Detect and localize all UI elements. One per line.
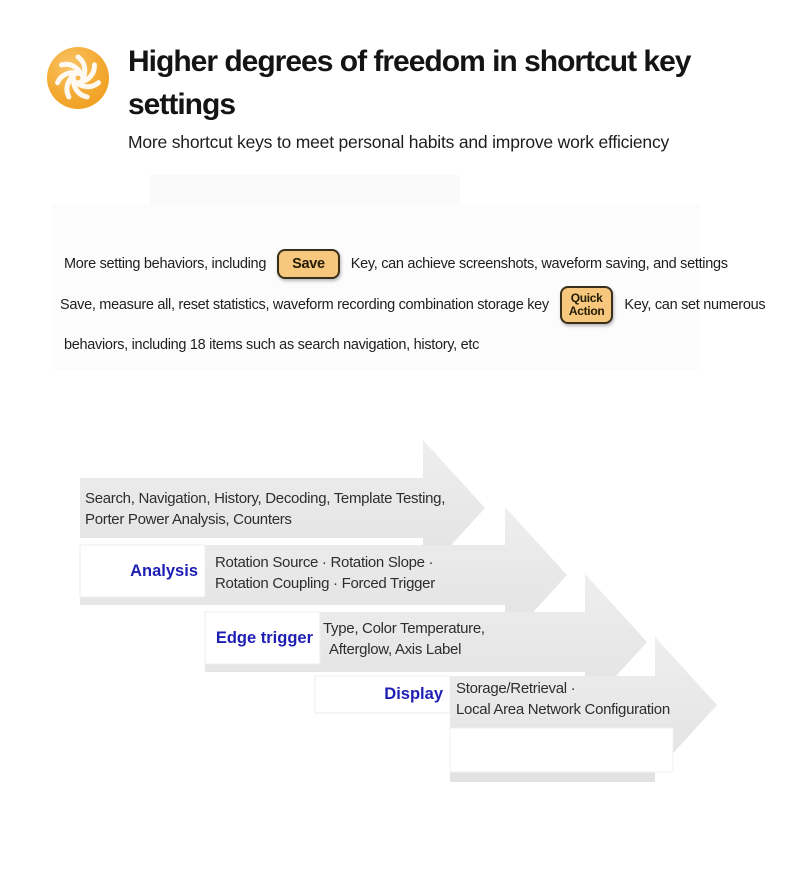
save-key-button[interactable]: Save: [277, 249, 340, 279]
quick-action-key-line1: Quick: [570, 291, 603, 305]
paragraph-text: Key, can set numerous: [624, 297, 766, 313]
paragraph-text: behaviors, including 18 items such as search navigation, history, etc: [64, 337, 480, 353]
arrow-1-text: [85, 488, 445, 530]
arrow-3-line-1: Type, Color Temperature,: [323, 620, 485, 637]
arrow-1-line-2: Porter Power Analysis, Counters: [85, 511, 292, 528]
paragraph-text: Key, can achieve screenshots, waveform saving, and settings: [350, 256, 728, 272]
paragraph-text: Save, measure all, reset statistics, waveform recording combination storage key: [60, 297, 549, 313]
page-title: Higher degrees of freedom in shortcut key settings: [128, 45, 691, 121]
paragraph-text: More setting behaviors, including: [64, 256, 267, 272]
arrow-4-line-2: Local Area Network Configuration: [456, 701, 670, 718]
arrow-2-text: [215, 552, 435, 594]
arrow-3-line-2: Afterglow, Axis Label: [329, 641, 462, 658]
arrow-3-text: [323, 618, 485, 660]
arrow-4-line-1: Storage/Retrieval ·: [456, 680, 576, 697]
arrow-2-line-2: Rotation Coupling · Forced Trigger: [215, 575, 435, 592]
page-subtitle: More shortcut keys to meet personal habits and improve work efficiency: [128, 132, 670, 152]
arrow-1-line-1: Search, Navigation, History, Decoding, Template Testing,: [85, 490, 446, 507]
cascade-label-analysis: Analysis: [130, 561, 198, 580]
cascade-label-display: Display: [384, 685, 443, 703]
cascade-label-edge-trigger: Edge trigger: [215, 628, 313, 647]
arrow-4-inset-box: [450, 728, 673, 772]
quick-action-key-line2: Action: [568, 304, 605, 318]
arrow-4-text: [456, 678, 670, 720]
arrow-2-line-1: Rotation Source · Rotation Slope ·: [215, 554, 434, 571]
